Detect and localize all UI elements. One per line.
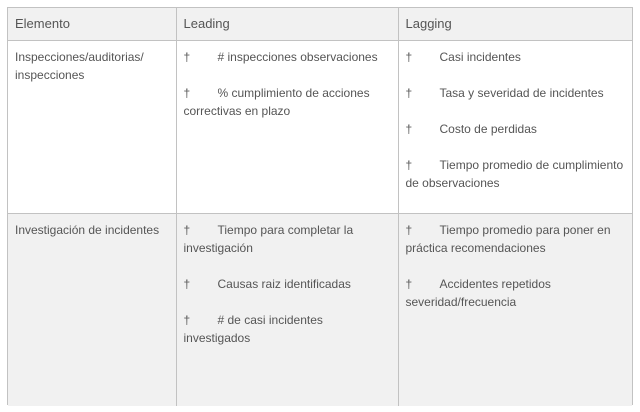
header-elemento: Elemento <box>8 8 176 41</box>
cell-lagging <box>398 214 632 406</box>
item-text: Costo de perdidas <box>439 122 537 136</box>
list-item <box>406 84 626 102</box>
list-item <box>184 48 391 66</box>
cell-leading <box>176 214 398 406</box>
item-text: Tiempo promedio de cumplimiento de observaciones <box>405 158 624 190</box>
table-header-row <box>8 8 632 41</box>
dagger-bullet: † <box>405 277 413 291</box>
dagger-bullet: † <box>405 223 413 237</box>
item-text: Casi incidentes <box>439 50 521 64</box>
item-text: % cumplimiento de acciones correctivas en plazo <box>183 86 370 118</box>
cell-leading <box>176 41 398 214</box>
dagger-bullet: † <box>405 122 413 136</box>
cell-lagging <box>398 41 632 214</box>
item-text: Tasa y severidad de incidentes <box>439 86 604 100</box>
item-text: # inspecciones observaciones <box>217 50 378 64</box>
list-item <box>184 84 391 120</box>
cell-elemento: Inspecciones/auditorias/ inspecciones <box>8 41 176 214</box>
item-text: # de casi incidentes investigados <box>183 313 323 345</box>
dagger-bullet: † <box>405 158 413 172</box>
dagger-bullet: † <box>183 313 191 327</box>
item-text: Tiempo para completar la investigación <box>183 223 354 255</box>
dagger-bullet: † <box>405 50 413 64</box>
dagger-bullet: † <box>183 50 191 64</box>
header-leading: Leading <box>176 8 398 41</box>
list-item <box>406 275 626 311</box>
dagger-bullet: † <box>183 223 191 237</box>
dagger-bullet: † <box>183 86 191 100</box>
kpi-table-frame <box>7 7 633 405</box>
dagger-bullet: † <box>183 277 191 291</box>
item-text: Accidentes repetidos severidad/frecuencia <box>405 277 551 309</box>
cell-elemento: Investigación de incidentes <box>8 214 176 406</box>
list-item <box>406 48 626 66</box>
list-item <box>406 120 626 138</box>
list-item <box>406 221 626 257</box>
header-lagging: Lagging <box>398 8 632 41</box>
item-text: Tiempo promedio para poner en práctica recomendaciones <box>405 223 611 255</box>
item-text: Causas raiz identificadas <box>217 277 351 291</box>
table-row <box>8 41 632 214</box>
list-item <box>406 156 626 192</box>
kpi-table <box>8 8 632 406</box>
list-item <box>184 311 391 347</box>
list-item <box>184 221 391 257</box>
table-row <box>8 214 632 406</box>
dagger-bullet: † <box>405 86 413 100</box>
list-item <box>184 275 391 293</box>
